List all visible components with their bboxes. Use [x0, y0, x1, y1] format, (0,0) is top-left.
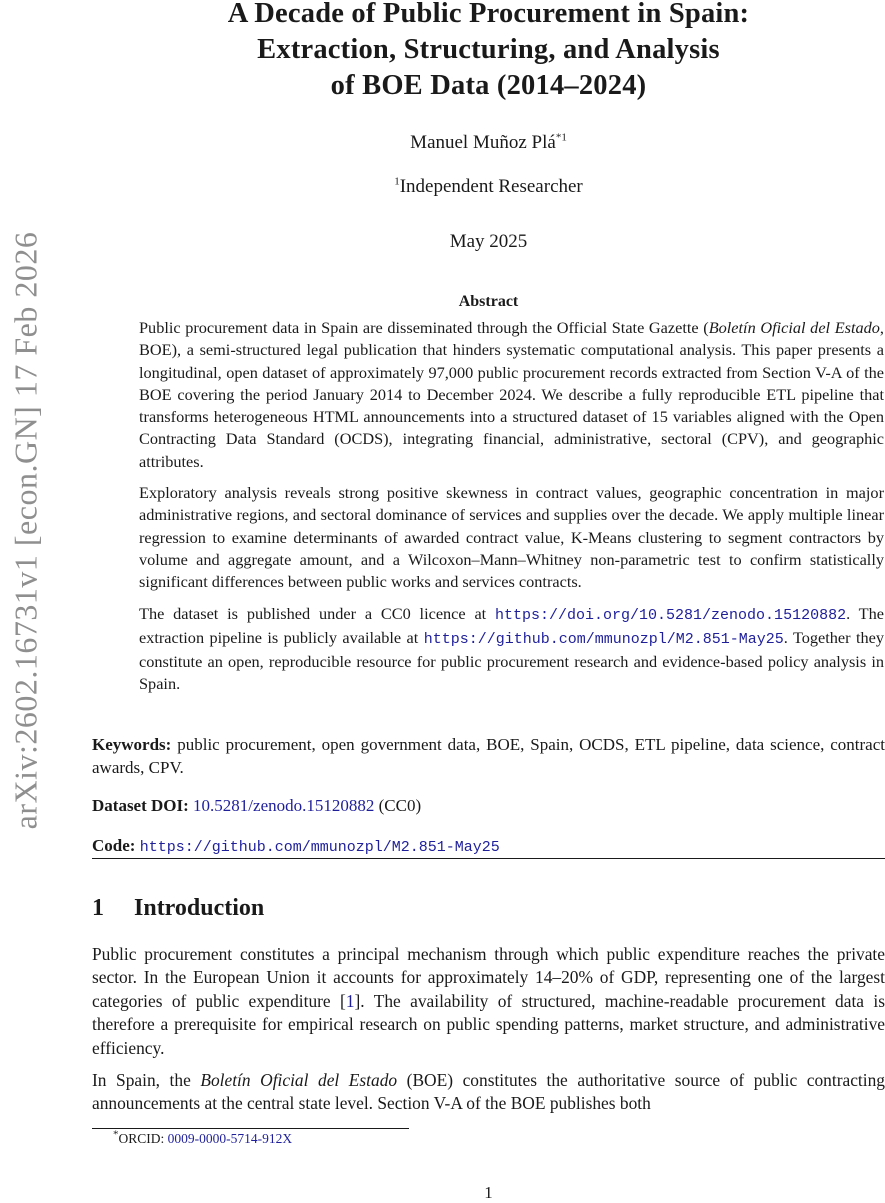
code-link-line — [92, 836, 885, 859]
affiliation — [92, 176, 885, 198]
text-span: , BOE), a semi-structured legal publication that hinders systematic computational analysis. This paper presents a longitudinal, open dataset of approximately 97,000 public procurement records extracted from Section V-A of the BOE covering the period January 2014 to December 2024. We describe a fully reproducible ETL pipeline that transforms heterogeneous HTML announcements into a structured dataset of 15 variables aligned with the Open Contracting Data Standard (OCDS), integrating financial, administrative, sectoral (CPV), and geographic attributes. — [139, 318, 884, 471]
citation-link[interactable]: 1 — [345, 990, 355, 1011]
abstract-paragraph-3 — [139, 603, 884, 696]
abstract-body — [139, 317, 884, 705]
footnote-mark: * — [113, 1128, 119, 1141]
keywords — [92, 733, 885, 779]
publication-date: May 2025 — [449, 231, 528, 252]
arxiv-identifier: arXiv:2602.16731v1 [econ.GN] 17 Feb 2026 — [7, 231, 44, 829]
affiliation-name: Independent Researcher — [399, 176, 583, 197]
paper-title — [92, 0, 885, 104]
title-line-2: Extraction, Structuring, and Analysis — [257, 34, 720, 65]
text-span: In Spain, the — [92, 1070, 201, 1091]
dataset-doi-label: Dataset DOI: — [92, 796, 189, 815]
dataset-doi — [92, 796, 885, 816]
page-number: 1 — [484, 1183, 493, 1202]
orcid-link[interactable]: 0009-0000-5714-912X — [167, 1131, 293, 1146]
zenodo-doi-link[interactable]: https://doi.org/10.5281/zenodo.15120882 — [495, 606, 847, 624]
italic-term: Boletín Oficial del Estado — [200, 1070, 398, 1091]
affiliation-mark: 1 — [394, 175, 400, 188]
section-number: 1 — [92, 895, 104, 921]
keywords-label: Keywords: — [92, 735, 172, 754]
arxiv-watermark — [2, 200, 50, 860]
author-name: Manuel Muñoz Plá — [410, 132, 556, 153]
footnote-divider — [92, 1128, 409, 1129]
text-span: . Together they constitute an open, reproducible resource for public procurement research and evidence-based policy analysis in Spain. — [139, 627, 885, 694]
text-span: (BOE) constitutes the authoritative source of public contracting announcements at the central state level. Section V-A of the BOE publishes both — [92, 1070, 885, 1114]
author-marks: *1 — [555, 131, 567, 144]
dataset-doi-suffix: (CC0) — [378, 796, 422, 815]
text-span: The dataset is published under a CC0 licence at — [139, 603, 496, 623]
introduction-body — [92, 943, 885, 1125]
abstract-heading: Abstract — [458, 293, 519, 310]
title-line-1: A Decade of Public Procurement in Spain: — [227, 0, 750, 29]
author — [92, 132, 885, 154]
intro-paragraph-1 — [92, 943, 885, 1060]
text-span: Public procurement data in Spain are disseminated through the Official State Gazette ( — [139, 318, 709, 337]
code-repo-link[interactable]: https://github.com/mmunozpl/M2.851-May25 — [139, 839, 500, 856]
text-span: . The extraction pipeline is publicly available at — [139, 603, 884, 647]
text-span: ]. The availability of structured, machine-readable procurement data is therefore a prerequisite for empirical research on public spending patterns, market structure, and administrative efficiency. — [92, 990, 885, 1058]
title-line-3: of BOE Data (2014–2024) — [330, 70, 647, 101]
abstract-paragraph-1 — [139, 317, 884, 473]
intro-paragraph-2 — [92, 1069, 885, 1116]
footnote-label: ORCID: — [118, 1131, 168, 1146]
code-label: Code: — [92, 836, 136, 855]
dataset-doi-link[interactable]: 10.5281/zenodo.15120882 — [193, 796, 375, 815]
italic-term: Boletín Oficial del Estado — [708, 318, 880, 337]
footnote — [113, 1128, 293, 1147]
abstract-paragraph-2: Exploratory analysis reveals strong positive skewness in contract values, geographic concentration in major administrative regions, and sectoral dominance of services and supplies over the decade. We apply multiple linear regression to examine determinants of awarded contract value, K-Means clustering to segment contractors by volume and aggregate amount, and a Wilcoxon–Mann–Whitney non-parametric test to confirm statistically significant differences between public works and services contracts. — [139, 483, 884, 592]
github-link[interactable]: https://github.com/mmunozpl/M2.851-May25 — [423, 630, 784, 648]
section-heading-introduction — [92, 895, 264, 922]
section-title: Introduction — [134, 895, 265, 921]
keywords-text: public procurement, open government data, BOE, Spain, OCDS, ETL pipeline, data science, contract awards, CPV. — [92, 735, 885, 777]
text-span: Public procurement constitutes a principal mechanism through which public expenditure reaches the private sector. In the European Union it accounts for approximately 14–20% of GDP, representing one of the largest categories of public expenditure [ — [92, 944, 885, 1011]
